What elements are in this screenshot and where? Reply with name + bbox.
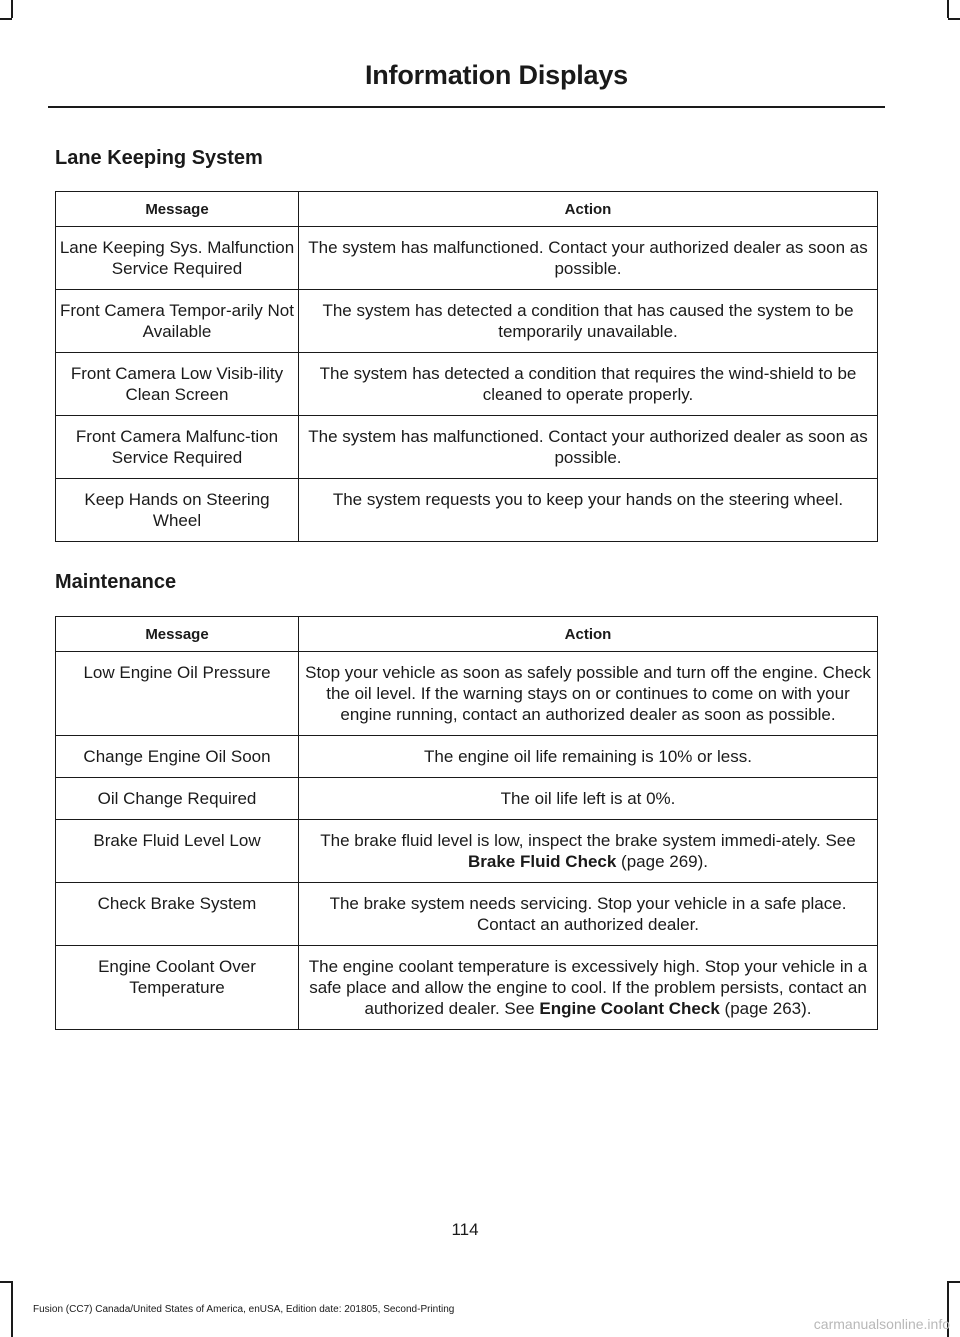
crop-mark-top-right-horizontal (948, 18, 960, 20)
page-number: 114 (451, 1220, 479, 1239)
crop-mark-top-left-vertical (11, 0, 13, 18)
action-cell (299, 820, 878, 883)
message-cell: Front Camera Malfunc-tion Service Required (56, 416, 299, 479)
cross-reference-link[interactable]: Brake Fluid Check (467, 852, 617, 871)
action-cell: The system has malfunctioned. Contact your authorized dealer as soon as possible. (299, 227, 878, 290)
crop-mark-bottom-left-vertical (11, 1281, 13, 1337)
lane-keeping-table (55, 191, 878, 542)
action-cell: The system requests you to keep your hands on the steering wheel. (299, 479, 878, 542)
table-row (56, 778, 878, 820)
message-cell: Oil Change Required (56, 778, 299, 820)
message-cell: Front Camera Tempor-arily Not Available (56, 290, 299, 353)
column-header-message: Message (56, 617, 299, 652)
table-row (56, 883, 878, 946)
column-header-action: Action (299, 192, 878, 227)
action-cell: The system has detected a condition that requires the wind-shield to be cleaned to operate properly. (299, 353, 878, 416)
message-cell: Low Engine Oil Pressure (56, 652, 299, 736)
table-row (56, 479, 878, 542)
crop-mark-bottom-right-horizontal (948, 1281, 960, 1283)
message-cell: Check Brake System (56, 883, 299, 946)
section-heading-lane-keeping: Lane Keeping System (55, 147, 263, 169)
column-header-action: Action (299, 617, 878, 652)
message-cell: Keep Hands on Steering Wheel (56, 479, 299, 542)
crop-mark-top-left-horizontal (0, 18, 12, 20)
message-cell: Brake Fluid Level Low (56, 820, 299, 883)
table-row (56, 736, 878, 778)
cross-reference-link[interactable]: Engine Coolant Check (539, 999, 720, 1018)
maintenance-table (55, 616, 878, 1030)
action-text: The brake fluid level is low, inspect the brake system immedi-ately. See (320, 831, 856, 850)
table-row (56, 652, 878, 736)
table-row (56, 416, 878, 479)
action-cell (299, 946, 878, 1030)
page-reference: (page 269). (621, 852, 708, 871)
action-cell: The engine oil life remaining is 10% or less. (299, 736, 878, 778)
table-header-row (56, 192, 878, 227)
table-row (56, 353, 878, 416)
crop-mark-bottom-left-horizontal (0, 1281, 12, 1283)
table-row (56, 946, 878, 1030)
edition-footer: Fusion (CC7) Canada/United States of America, enUSA, Edition date: 201805, Second-Printing (33, 1304, 455, 1315)
table-row (56, 227, 878, 290)
message-cell: Engine Coolant Over Temperature (56, 946, 299, 1030)
watermark: carmanualsonline.info (813, 1316, 950, 1332)
action-cell: The system has malfunctioned. Contact your authorized dealer as soon as possible. (299, 416, 878, 479)
header-divider (48, 106, 885, 108)
action-text: The engine coolant temperature is excessively high. Stop your vehicle in a safe place and allow the engine to cool. If the problem persists, contact an authorized dealer. See (308, 957, 868, 1018)
page-reference: (page 263). (724, 999, 812, 1018)
table-row (56, 820, 878, 883)
action-cell: The system has detected a condition that has caused the system to be temporarily unavailable. (299, 290, 878, 353)
message-cell: Lane Keeping Sys. Malfunction Service Required (56, 227, 299, 290)
message-cell: Front Camera Low Visib-ility Clean Screen (56, 353, 299, 416)
message-cell: Change Engine Oil Soon (56, 736, 299, 778)
column-header-message: Message (56, 192, 299, 227)
action-cell: The brake system needs servicing. Stop your vehicle in a safe place. Contact an authorized dealer. (299, 883, 878, 946)
table-header-row (56, 617, 878, 652)
page-header-title: Information Displays (364, 60, 628, 90)
table-row (56, 290, 878, 353)
crop-mark-top-right-vertical (947, 0, 949, 18)
section-heading-maintenance: Maintenance (55, 571, 177, 593)
action-cell: The oil life left is at 0%. (299, 778, 878, 820)
action-cell: Stop your vehicle as soon as safely possible and turn off the engine. Check the oil level. If the warning stays on or continues to come on with your engine running, contact an authorized dealer as soon as possible. (299, 652, 878, 736)
